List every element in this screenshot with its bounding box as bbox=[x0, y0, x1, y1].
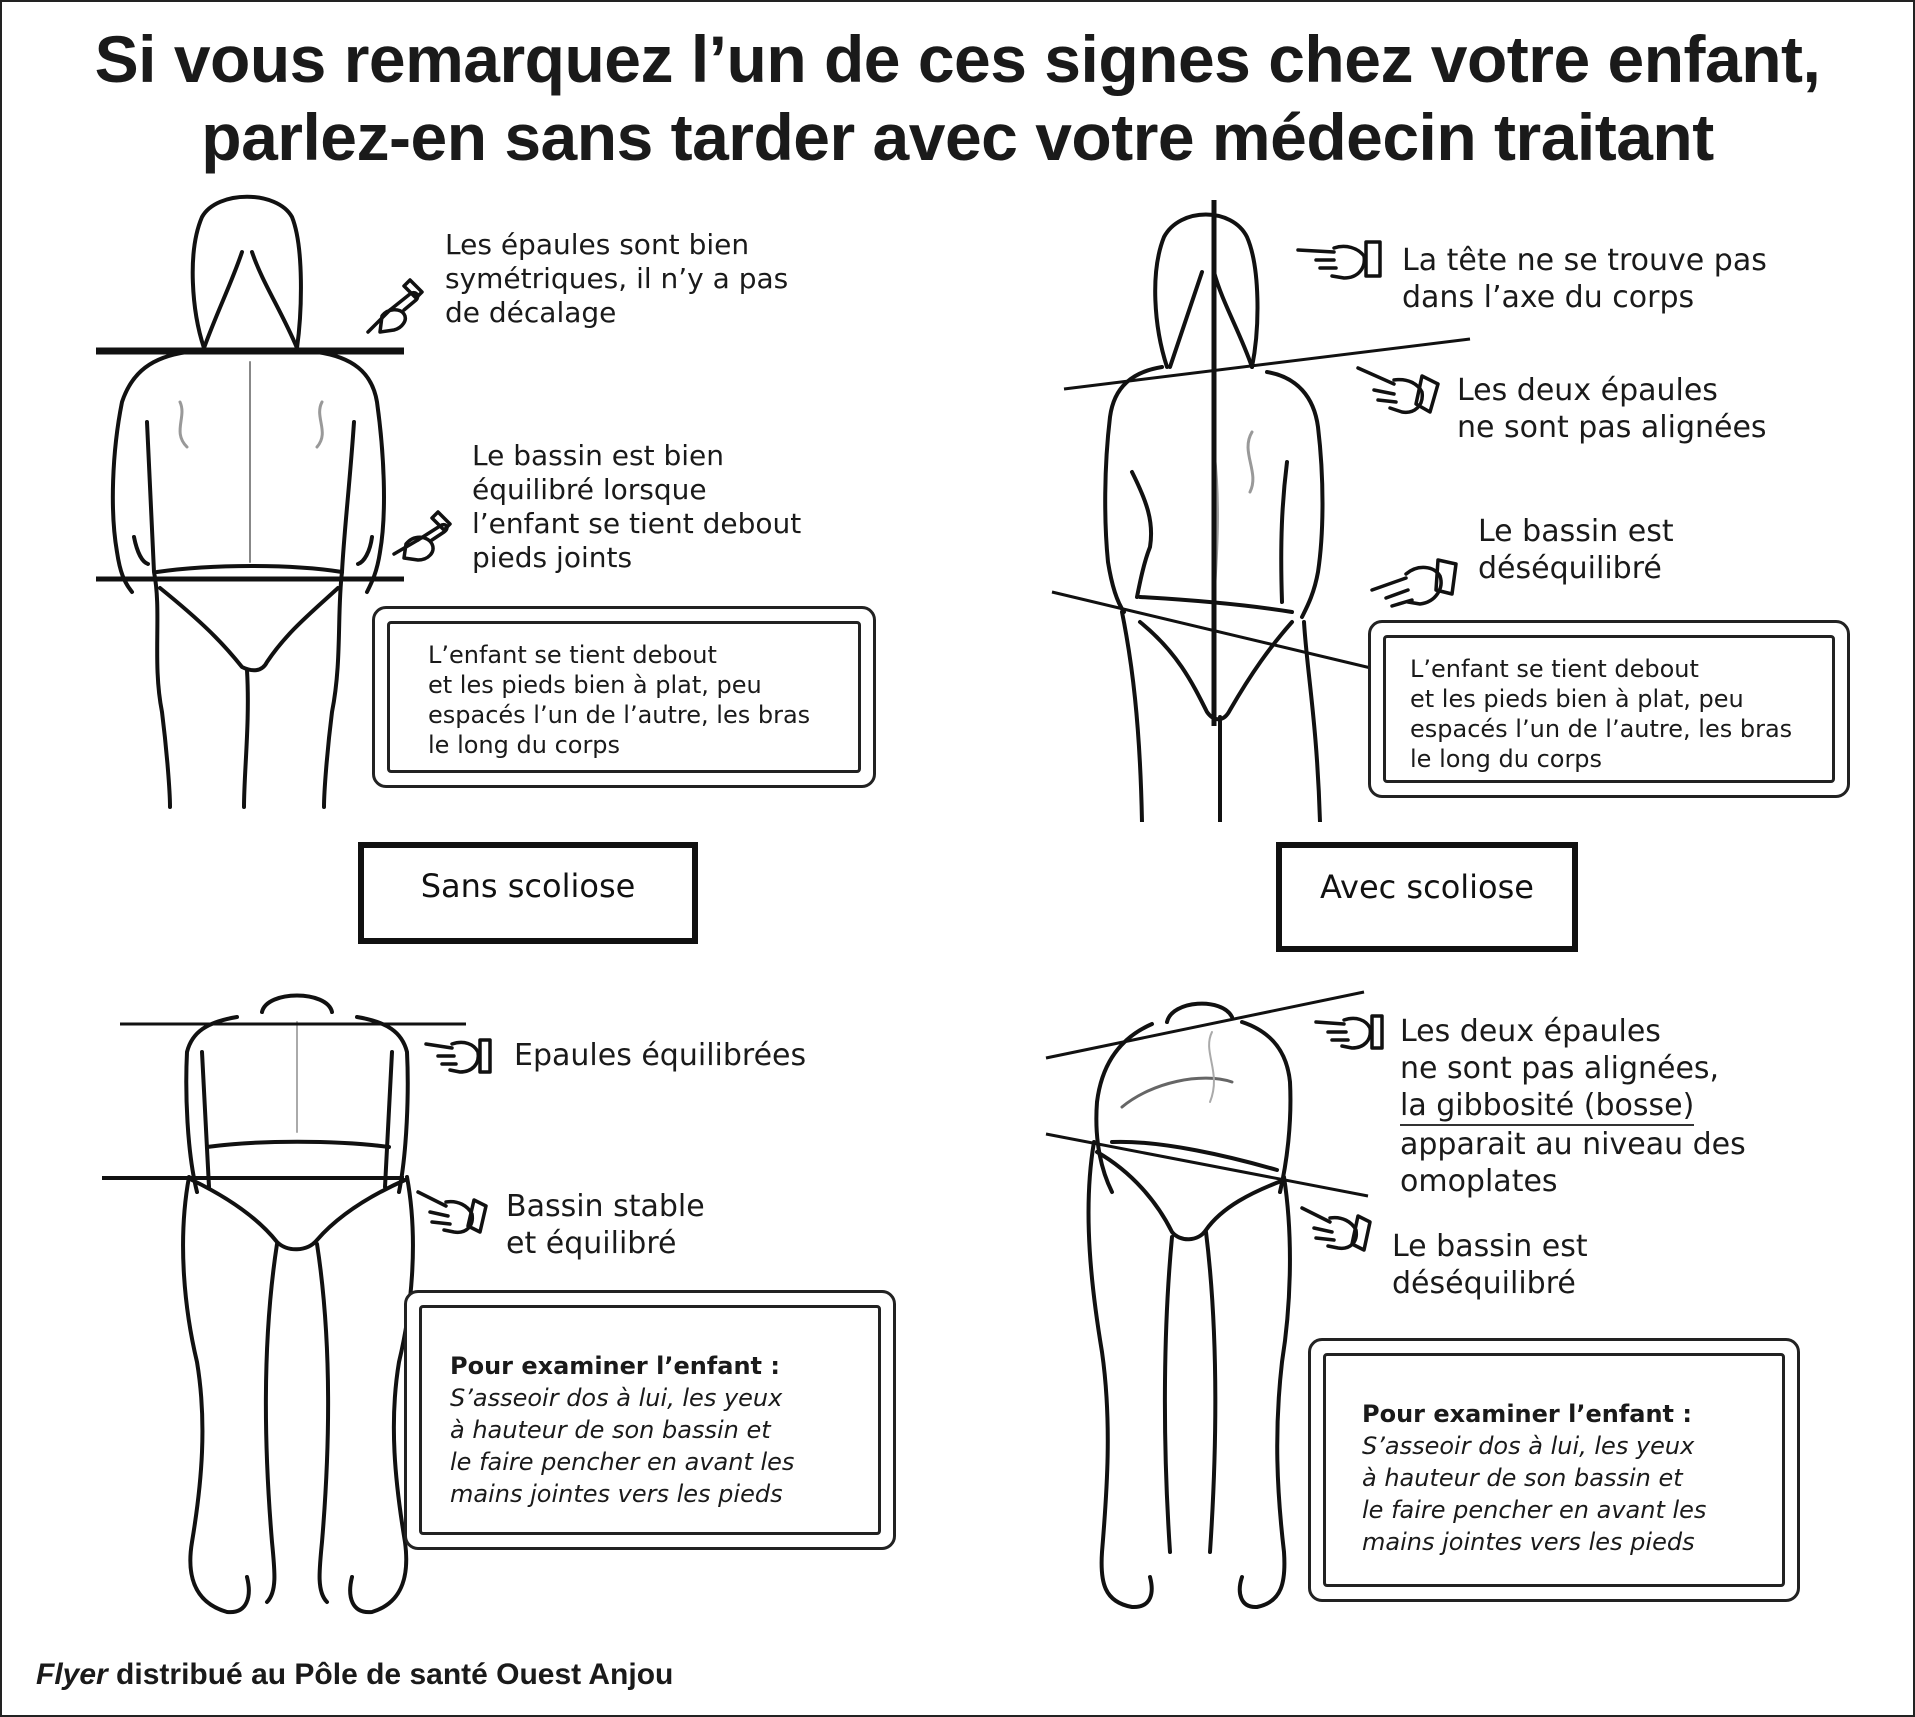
annotation-line: de décalage bbox=[445, 296, 617, 329]
footer-credit bbox=[36, 1658, 673, 1692]
note-heading: Pour examiner l’enfant : bbox=[1362, 1400, 1692, 1428]
pointing-hand-icon bbox=[1368, 550, 1460, 612]
note-line: le faire pencher en avant les bbox=[450, 1448, 795, 1476]
title-line-1: Si vous remarquez l’un de ces signes chez votre enfant, bbox=[94, 22, 1821, 96]
annotation-line: Les épaules sont bien bbox=[445, 228, 750, 261]
note-line: à hauteur de son bassin et bbox=[1362, 1464, 1683, 1492]
footer-flyer-word: Flyer bbox=[36, 1658, 108, 1691]
annotation-line: omoplates bbox=[1400, 1164, 1558, 1199]
pelvis-tilt-line-avec-scoliose-bending bbox=[1044, 1130, 1370, 1200]
label-sans-scoliose: Sans scoliose bbox=[358, 842, 698, 944]
note-line: à hauteur de son bassin et bbox=[450, 1416, 771, 1444]
annotation-pelvis-sans-scoliose-standing bbox=[472, 439, 801, 575]
pointing-hand-icon bbox=[414, 1188, 490, 1238]
note-box-avec-scoliose-bending bbox=[1308, 1338, 1800, 1602]
annotation-line: Les deux épaules bbox=[1457, 373, 1718, 408]
note-line: le faire pencher en avant les bbox=[1362, 1496, 1707, 1524]
annotation-shoulders-sans-scoliose-standing bbox=[445, 228, 788, 330]
note-line: espacés l’un de l’autre, les bras bbox=[428, 701, 811, 729]
annotation-line: Epaules équilibrées bbox=[514, 1038, 807, 1073]
page-title bbox=[2, 20, 1913, 176]
annotation-line: équilibré lorsque bbox=[472, 473, 707, 506]
annotation-line: symétriques, il n’y a pas bbox=[445, 262, 789, 295]
annotation-line: l’enfant se tient debout bbox=[472, 507, 802, 540]
annotation-pelvis-avec-scoliose-bending bbox=[1392, 1228, 1588, 1302]
annotation-line: apparait au niveau des bbox=[1400, 1127, 1746, 1162]
shoulder-level-line-sans-scoliose-bending bbox=[118, 1020, 468, 1028]
annotation-line: déséquilibré bbox=[1392, 1266, 1576, 1301]
annotation-shoulders-avec-scoliose-standing bbox=[1457, 372, 1767, 446]
annotation-line: Le bassin est bien bbox=[472, 439, 724, 472]
annotation-line: ne sont pas alignées, bbox=[1400, 1051, 1720, 1086]
annotation-line: pieds joints bbox=[472, 541, 633, 574]
title-line-2: parlez-en sans tarder avec votre médecin traitant bbox=[201, 100, 1714, 174]
annotation-line: Les deux épaules bbox=[1400, 1014, 1661, 1049]
annotation-line: Le bassin est bbox=[1478, 514, 1674, 549]
note-heading: Pour examiner l’enfant : bbox=[450, 1352, 780, 1380]
note-line: le long du corps bbox=[1410, 745, 1603, 773]
pelvis-level-line-sans-scoliose-bending bbox=[100, 1174, 406, 1182]
footer-text: distribué au Pôle de santé Ouest Anjou bbox=[107, 1658, 674, 1691]
annotation-head-avec-scoliose-standing bbox=[1402, 242, 1767, 316]
bending-figure-sans-scoliose bbox=[167, 982, 427, 1622]
annotation-shoulders-sans-scoliose-bending bbox=[514, 1037, 806, 1074]
annotation-pelvis-sans-scoliose-bending bbox=[506, 1188, 705, 1262]
note-line: L’enfant se tient debout bbox=[1410, 655, 1699, 683]
pointing-hand-icon bbox=[1298, 1204, 1372, 1256]
note-line: le long du corps bbox=[428, 731, 621, 759]
annotation-line: Le bassin est bbox=[1392, 1229, 1588, 1264]
annotation-line: dans l’axe du corps bbox=[1402, 280, 1695, 315]
note-line: espacés l’un de l’autre, les bras bbox=[1410, 715, 1793, 743]
pointing-hand-icon bbox=[1294, 236, 1386, 286]
note-line: L’enfant se tient debout bbox=[428, 641, 717, 669]
pointing-hand-icon bbox=[1312, 1010, 1386, 1054]
pointing-hand-icon bbox=[1354, 362, 1442, 422]
pointing-hand-icon bbox=[386, 504, 456, 568]
shoulder-level-line-sans-scoliose bbox=[94, 346, 406, 356]
note-line: S’asseoir dos à lui, les yeux bbox=[1362, 1432, 1695, 1460]
note-box-sans-scoliose-bending bbox=[404, 1290, 896, 1550]
annotation-line: Bassin stable bbox=[506, 1189, 705, 1224]
note-line: mains jointes vers les pieds bbox=[450, 1480, 783, 1508]
label-avec-scoliose: Avec scoliose bbox=[1276, 842, 1578, 952]
pointing-hand-icon bbox=[360, 274, 430, 338]
pelvis-tilt-line-avec-scoliose bbox=[1050, 586, 1398, 678]
annotation-pelvis-avec-scoliose-standing bbox=[1478, 513, 1674, 587]
annotation-line: ne sont pas alignées bbox=[1457, 410, 1767, 445]
note-box-avec-scoliose-standing bbox=[1368, 620, 1850, 798]
bending-figure-avec-scoliose bbox=[1072, 992, 1312, 1612]
note-line: mains jointes vers les pieds bbox=[1362, 1528, 1695, 1556]
annotation-shoulders-avec-scoliose-bending bbox=[1400, 1013, 1746, 1200]
note-line: et les pieds bien à plat, peu bbox=[428, 671, 762, 699]
pelvis-level-line-sans-scoliose bbox=[94, 574, 406, 584]
annotation-line: La tête ne se trouve pas bbox=[1402, 243, 1767, 278]
note-line: et les pieds bien à plat, peu bbox=[1410, 685, 1744, 713]
annotation-line: déséquilibré bbox=[1478, 551, 1662, 586]
note-box-sans-scoliose-standing bbox=[372, 606, 876, 788]
pointing-hand-icon bbox=[422, 1034, 494, 1078]
standing-figure-avec-scoliose bbox=[1092, 202, 1372, 822]
annotation-line: et équilibré bbox=[506, 1226, 677, 1261]
annotation-line-gibbosite: la gibbosité (bosse) bbox=[1400, 1087, 1694, 1126]
note-line: S’asseoir dos à lui, les yeux bbox=[450, 1384, 783, 1412]
